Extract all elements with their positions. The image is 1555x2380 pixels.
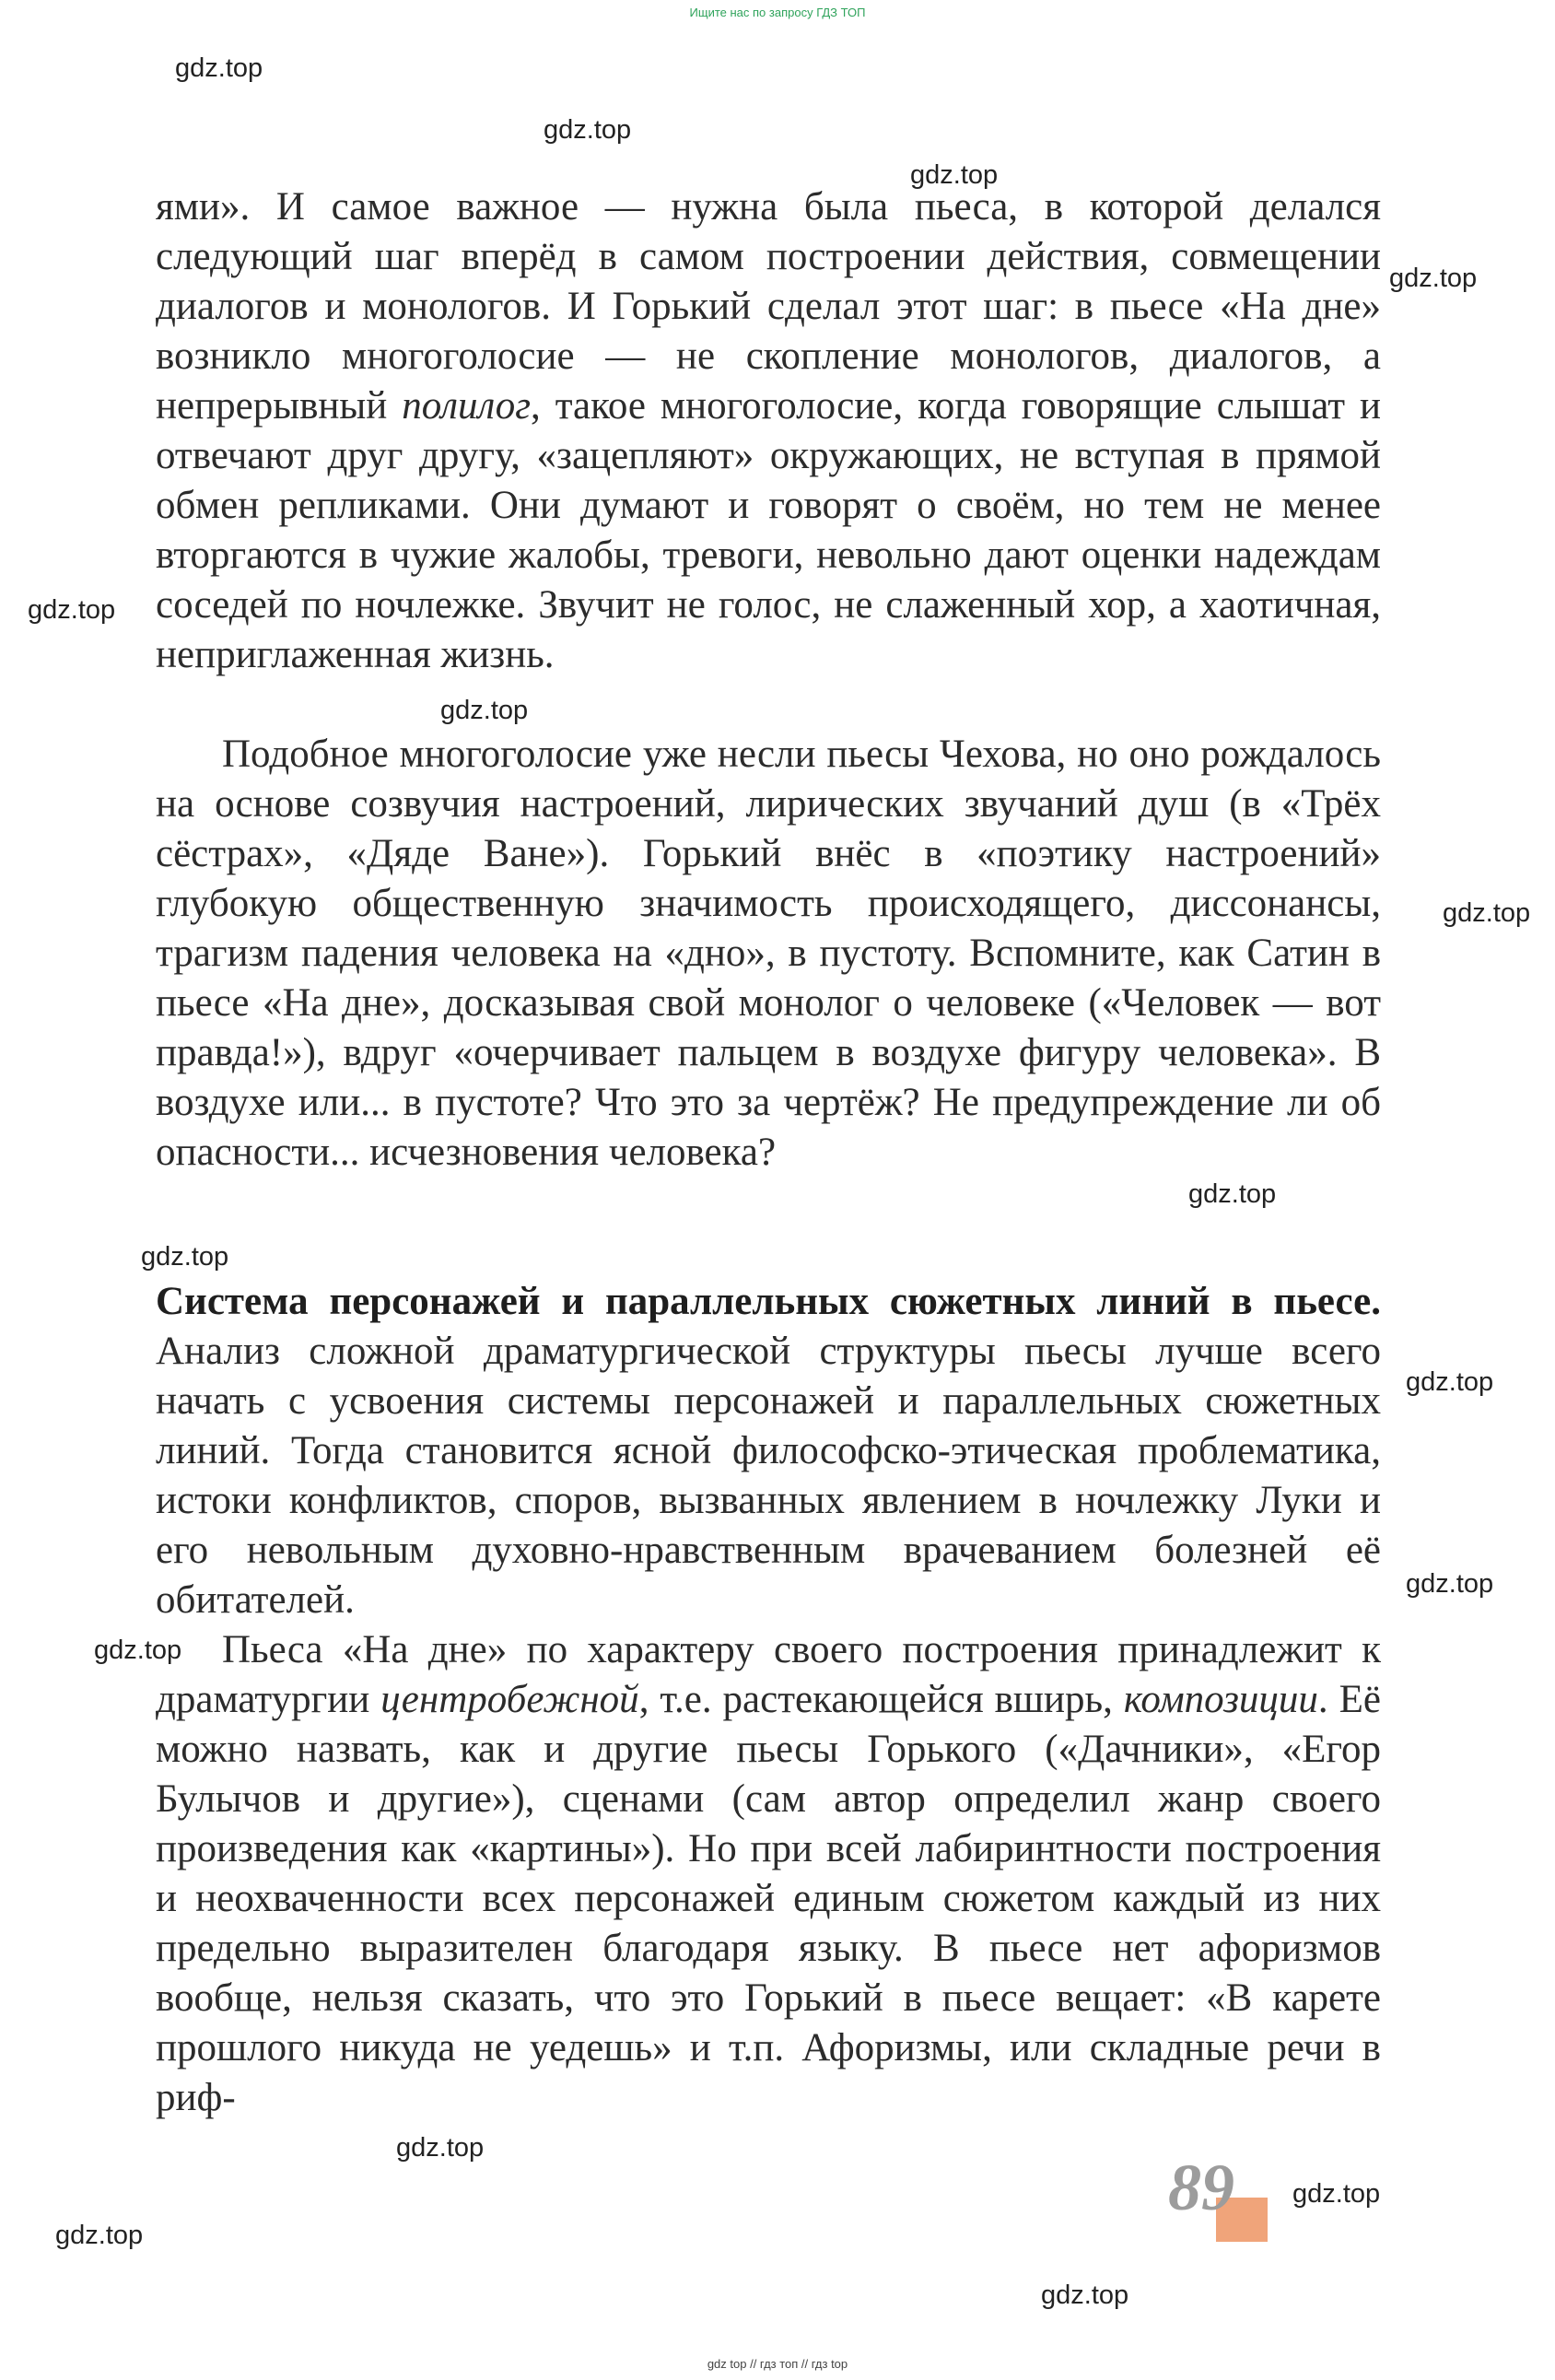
watermark: gdz.top [28,595,116,625]
bottom-banner: gdz top // гдз топ // гдз top [707,2357,848,2371]
watermark: gdz.top [1041,2280,1129,2310]
italic-term: полилог [402,384,531,428]
paragraph-text: ями». И самое важное — нужна была пьеса, в которой делался следующий шаг вперёд в самом построении действия, совмещении диалогов и монологов. И Горький сделал этот шаг: в пьесе «На дне» возникло многоголосие — не скопление монологов, диалогов, а непрерывный [156,185,1381,428]
watermark: gdz.top [544,115,632,145]
paragraph-chekhov [156,730,1381,1178]
italic-term: центробежной [380,1678,639,1721]
page-number: 89 [1168,2151,1234,2224]
watermark: gdz.top [1389,264,1478,293]
watermark: gdz.top [1188,1179,1277,1209]
watermark: gdz.top [1443,898,1531,928]
watermark: gdz.top [440,696,529,725]
watermark: gdz.top [1406,1569,1494,1599]
watermark: gdz.top [1406,1367,1494,1397]
watermark: gdz.top [55,2221,144,2250]
watermark: gdz.top [1292,2179,1381,2209]
paragraph-text: . Её можно назвать, как и другие пьесы Горького («Дачники», «Егор Булычов и другие»), сценами (сам автор определил жанр своего произведения как «картины»). Но при всей лабиринтности построения и неохваченности всех персонажей единым сюжетом каждый из них предельно выразителен благодаря языку. В пьесе нет афоризмов вообще, нельзя сказать, что это Горький в пьесе вещает: «В карете прошлого никуда не уедешь» и т.п. Афоризмы, или складные речи в риф- [156,1678,1381,2119]
paragraph-polylogue [156,182,1381,680]
watermark: gdz.top [910,160,999,190]
watermark: gdz.top [175,53,263,83]
paragraph-text: Анализ сложной драматургической структуры пьесы лучше всего начать с усвоения системы персонажей и параллельных сюжетных линий. Тогда становится ясной философско-этическая проблематика, истоки конфликтов, споров, вызванных явлением в ночлежку Луки и его невольным духовно-нравственным врачеванием болезней её обитателей. [156,1330,1381,1622]
paragraph-text: Пьеса «На дне» по характеру своего построения принадлежит к драматургии [156,1628,1381,1721]
section-characters [156,1277,1381,1625]
section-heading: Система персонажей и параллельных сюжетных линий в пьесе. [156,1280,1381,1323]
italic-term: композиции [1123,1678,1318,1721]
paragraph-composition [156,1625,1381,2123]
paragraph-text: , такое многоголосие, когда говорящие слышат и отвечают друг другу, «зацепляют» окружающих, не вступая в прямой обмен репликами. Они думают и говорят о своём, но тем не менее вторгаются в чужие жалобы, тревоги, невольно дают оценки надеждам соседей по ночлежке. Звучит не голос, не слаженный хор, а хаотичная, неприглаженная жизнь. [156,384,1381,676]
top-banner: Ищите нас по запросу ГДЗ ТОП [689,6,866,19]
paragraph-text: , т.е. растекающейся вширь, [638,1678,1124,1721]
watermark: gdz.top [141,1242,229,1272]
watermark: gdz.top [94,1636,182,1665]
paragraph-text: Подобное многоголосие уже несли пьесы Чехова, но оно рождалось на основе созвучия настроений, лирических звучаний душ (в «Трёх сёстрах», «Дяде Ване»). Горький внёс в «поэтику настроений» глубокую общественную значимость происходящего, диссонансы, трагизм падения человека на «дно», в пустоту. Вспомните, как Сатин в пьесе «На дне», досказывая свой монолог о человеке («Человек — вот правда!»), вдруг «очерчивает пальцем в воздухе фигуру человека». В воздухе или... в пустоте? Что это за чертёж? Не предупреждение ли об опасности... исчезновения человека? [156,733,1381,1174]
watermark: gdz.top [396,2133,485,2163]
